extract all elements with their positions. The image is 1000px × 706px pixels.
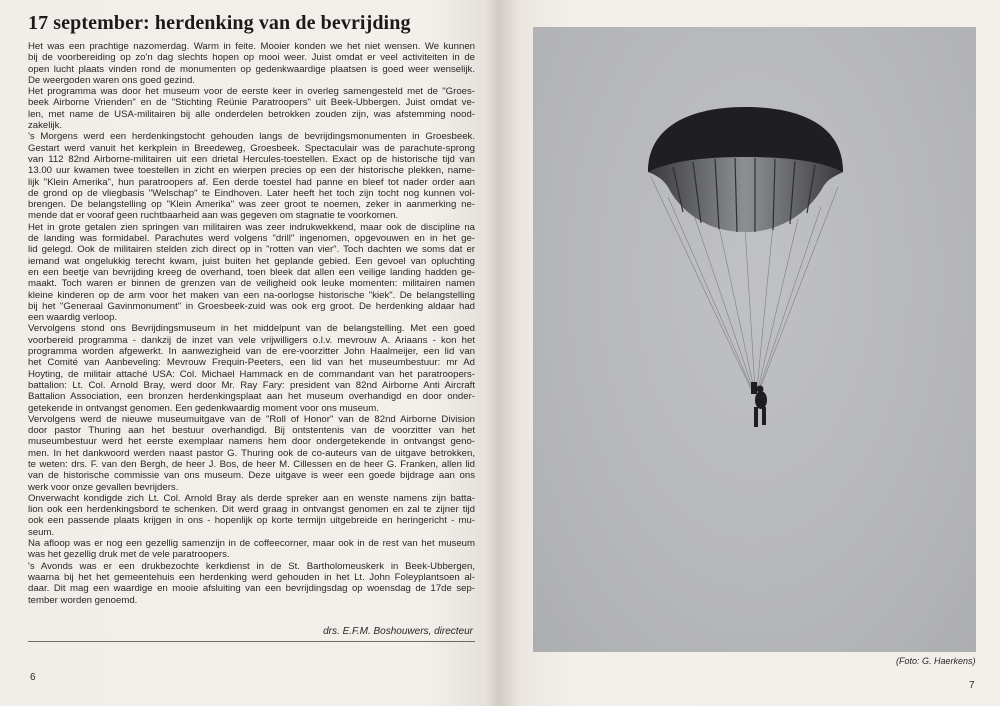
article-line: een waardig verloop. <box>28 312 118 324</box>
page-number-left: 6 <box>30 672 36 683</box>
footer-divider <box>28 641 475 642</box>
article-line: Het was een prachtige nazomerdag. Warm in feite. Mooier konden we het niet wensen. We kunnen <box>28 41 475 52</box>
article-line: museumbestuur werd het eerste exemplaar namens hem door ondergetekende in ontvangst geno- <box>28 436 475 448</box>
article-line: de landing was formidabel. Parachutes werd volgens "drill" ingenomen, opgevouwen en in het ge- <box>28 233 475 245</box>
article-line: werk voor onze gevallen bevrijders. <box>28 481 179 493</box>
parachutist-photo <box>533 27 976 652</box>
article-line: Gestart werd vanuit het kerkplein in Breedeweg, Groesbeek. Spectaculair was de parachute-sprong <box>28 142 475 154</box>
article-line: Battalion Association, een bronzen herdenkingsplaat aan het museum overhandigd en door onder- <box>28 391 475 403</box>
article-line: Na afloop was er nog een gezellig samenzijn in de coffeecorner, maar ook in de rest van het museum <box>28 538 475 550</box>
article-line: waarna bij het het gemeentehuis een herdenking werd gehouden in het Lt. John Foleyplantsoen al- <box>28 571 475 583</box>
article-line: 's Morgens werd een herdenkingstocht gehouden langs de bevrijdingsmonumenten in Groesbeek. <box>28 131 475 143</box>
photo-caption: (Foto: G. Haerkens) <box>896 656 976 666</box>
article-line: van 112 82nd Airborne-militairen uit een drietal Hercules-toestellen. Exact op de historische tijd van <box>28 153 475 165</box>
article-line: Het in grote getalen zien springen van militairen was zeer indrukwekkend, maar ook de discipline na <box>28 221 475 233</box>
article-line: ook een passende plaats krijgen in ons - hopenlijk op korte termijn uitgebreide en heringericht - mu- <box>28 515 475 527</box>
article-line: Onverwacht kondigde zich Lt. Col. Arnold Bray als derde spreker aan en wenste namens zijn batta- <box>28 492 475 504</box>
parachutist-figure <box>751 382 767 427</box>
article-line: te weten: drs. F. van den Bergh, de heer J. Bos, de heer M. Cillessen en de heer G. Franken, allen lid <box>28 458 475 470</box>
article-line: beek Airborne Vrienden" en de "Stichting Reünie Paratroopers" uit Beek-Ubbergen. Juist omdat ve- <box>28 97 475 109</box>
article-line: battalion: Lt. Col. Arnold Bray, werd door Mr. Ray Fary: president van 82nd Airborne Anti Aircraft <box>28 379 475 391</box>
article-line: Het programma was door het museum voor de eerste keer in overleg samengesteld met de "Groes- <box>28 86 475 98</box>
article-line: 13.00 uur kwamen twee toestellen in zicht en wierpen precies op een der historische plekken, name- <box>28 165 475 177</box>
article-line: iemand wat ongelukkig terecht kwam, juist buiten het geplande gebied. Een gevoel van opluchting <box>28 255 475 267</box>
article-line: men. In het dankwoord werden naast pastor G. Thuring ook de co-auteurs van de uitgave betrokken, <box>28 447 475 459</box>
article-line: seum. <box>28 526 55 538</box>
article-line: bij de voorbereiding op zo'n dag slechts hopen op mooi weer. Juist omdat er veel activiteiten in de <box>28 52 475 64</box>
article-line: len, met name de USA-militairen bij alle onderdelen betrokken zouden zijn, was afstemming nood- <box>28 108 475 120</box>
parachute-canopy <box>648 107 843 232</box>
article-line: en een beetje van bevrijding kreeg de overhand, toen bleek dat allen een veilige landing hadden ge- <box>28 266 475 278</box>
article-line: lid gelegd. Ook de militairen stelden zich direct op in "rotten van vier". Toch dachten we soms dat er <box>28 244 475 256</box>
article-line: het Comité van Aanbeveling: Mevrouw Frequin-Peeters, een lid van het museumbestuur: mr Ad <box>28 357 475 369</box>
article-line: De weergoden waren ons goed gezind. <box>28 74 195 86</box>
article-line: zakelijk. <box>28 120 63 132</box>
article-line: daar. Dit mag een waardige en mooie afsluiting van een bevrijdingsdag op woensdag de 17de sep- <box>28 583 475 595</box>
article-line: kleine kinderen op de arm voor het maken van een na-oorlogse historische "kiek". De belangstelling <box>28 289 475 301</box>
article-line: door pastor Thuring aan het bestuur overhandigd. Bij ontstentenis van de voorzitter van het <box>28 425 475 437</box>
article-line: 's Avonds was er een drukbezochte kerkdienst in de St. Bartholomeuskerk in Beek-Ubbergen, <box>28 560 475 572</box>
page-number-right: 7 <box>969 680 975 691</box>
article-line: voorbereid programma - dankzij de inzet van vele vrijwilligers o.l.v. mevrouw A. Ariaans - kon het <box>28 334 475 346</box>
article-line: programma worden afgewerkt. In aanwezigheid van de ere-voorzitter John Haalmeijer, een lid van <box>28 346 475 358</box>
author-signature: drs. E.F.M. Boshouwers, directeur <box>323 626 473 637</box>
article-line: brengen. De belangstelling op "Klein Amerika" was zeer groot te noemen, zeker in aanmerking ne- <box>28 199 475 211</box>
article-line: open lucht plaats vinden rond de monumenten op gedenkwaardige plaatsen is goed weer wenselijk. <box>28 63 475 75</box>
article-line: de grond op de vliegbasis "Welschap" te Eindhoven. Later heeft het toch zijn tocht nog kunnen vol- <box>28 187 475 199</box>
article-line: mende dat er vooraf geen ruchtbaarheid aan was gegeven om stagnatie te voorkomen. <box>28 210 399 222</box>
parachute-illustration <box>533 27 976 652</box>
article-line: maakt. Toch waren er binnen de grenzen van de veiligheid ook leuke momenten: militairen namen <box>28 278 475 290</box>
article-body <box>28 41 475 606</box>
article-line: Vervolgens werd de nieuwe museumuitgave van de "Roll of Honor" van de 82nd Airborne Division <box>28 413 475 425</box>
article-line: bij het "Generaal Gavinmonument" in Groesbeek-zuid was ook erg groot. De herdenking aldaar had <box>28 300 475 312</box>
article-line: van de historische commissie van ons museum. Deze uitgave is weer een goede bijdrage aan ons <box>28 470 475 482</box>
article-line: Hoyting, de militair attaché USA: Col. Michael Hammack en de commandant van het paratroopers- <box>28 368 475 380</box>
article-line: Vervolgens stond ons Bevrijdingsmuseum in het middelpunt van de belangstelling. Met een goed <box>28 323 475 335</box>
article-title: 17 september: herdenking van de bevrijding <box>28 12 411 34</box>
article-line: tember worden genoemd. <box>28 594 138 606</box>
article-line: was het gezellig druk met de vele paratroopers. <box>28 549 230 561</box>
article-line: lion ook een herdenkingsbord te schenken. Dit werd graag in ontvangst genomen en zal te zijner tijd <box>28 504 475 516</box>
article-line: getekende in ontvangst genomen. Een gedenkwaardig moment voor ons museum. <box>28 402 379 414</box>
article-line: lijk "Klein Amerika", hun paratroopers af. Een derde toestel had panne en bleef tot nader order aan <box>28 176 475 188</box>
